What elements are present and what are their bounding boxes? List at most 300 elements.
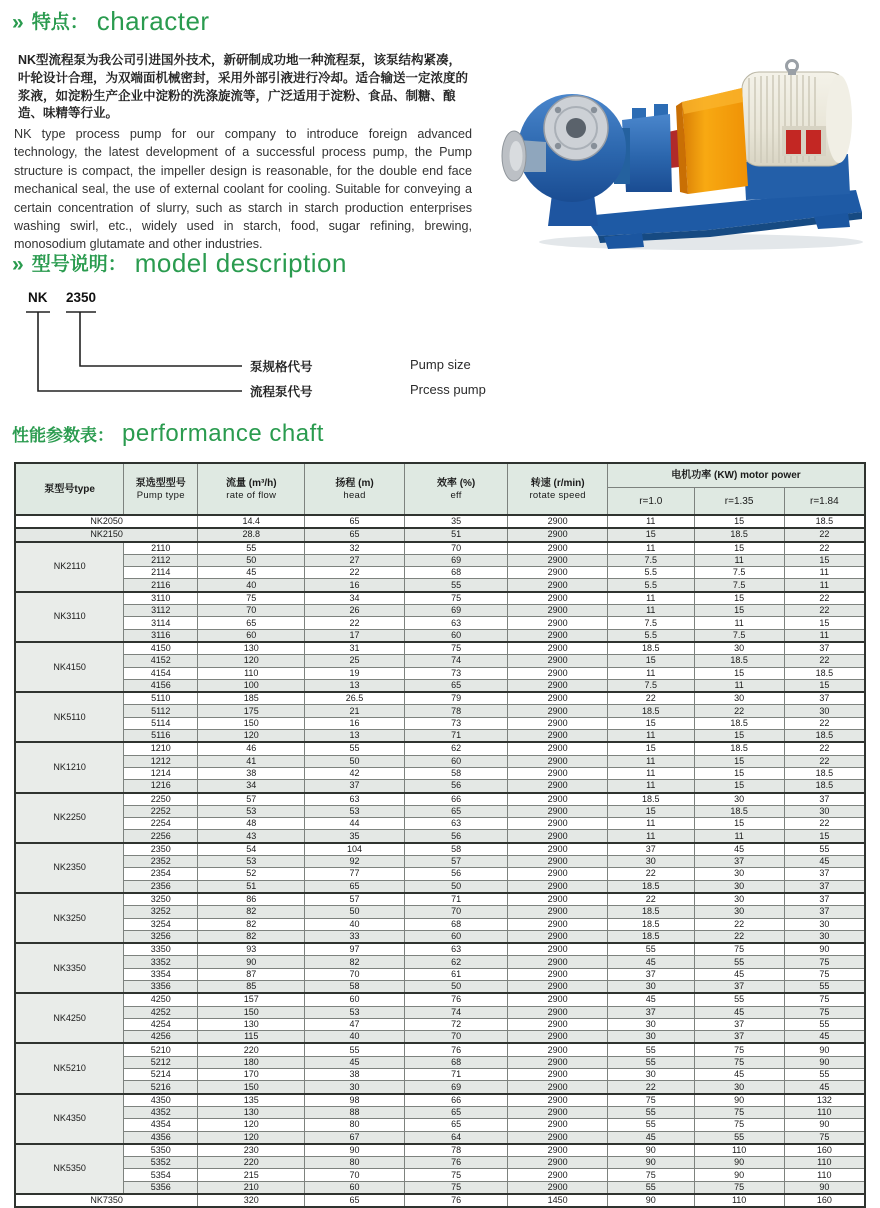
- character-title-zh: 特点：: [31, 12, 89, 34]
- callout-process-pump-en: Prcess pump: [410, 382, 486, 397]
- value-cell: 30: [694, 893, 784, 906]
- table-row: [15, 805, 865, 817]
- value-cell: 76: [404, 1043, 508, 1056]
- table-row: [15, 906, 865, 918]
- value-cell: 15: [694, 515, 784, 528]
- model-code-cell: 2350: [124, 843, 198, 856]
- pump-model-cell: NK5110: [15, 692, 124, 742]
- value-cell: 2900: [508, 1081, 607, 1094]
- value-cell: 27: [305, 554, 404, 566]
- model-code-cell: 3254: [124, 918, 198, 930]
- value-cell: 65: [404, 679, 508, 692]
- value-cell: 2900: [508, 679, 607, 692]
- table-row: [15, 642, 865, 655]
- character-title-en: character: [96, 6, 210, 36]
- table-row: [15, 605, 865, 617]
- value-cell: 31: [305, 642, 404, 655]
- value-cell: 130: [198, 642, 305, 655]
- table-row: [15, 880, 865, 893]
- value-cell: 18.5: [694, 655, 784, 667]
- model-code-cell: 5114: [124, 717, 198, 729]
- value-cell: 15: [607, 742, 694, 755]
- value-cell: 40: [305, 918, 404, 930]
- model-title-en: model description: [134, 248, 347, 278]
- value-cell: 11: [607, 780, 694, 793]
- value-cell: 11: [607, 755, 694, 767]
- value-cell: 51: [198, 880, 305, 893]
- value-cell: 135: [198, 1094, 305, 1107]
- value-cell: 2900: [508, 1031, 607, 1044]
- value-cell: 82: [198, 906, 305, 918]
- table-row: [15, 667, 865, 679]
- value-cell: 30: [784, 805, 865, 817]
- value-cell: 45: [607, 956, 694, 968]
- table-row: [15, 655, 865, 667]
- value-cell: 53: [198, 856, 305, 868]
- value-cell: 65: [305, 515, 404, 528]
- diagram-lines: [14, 290, 654, 418]
- value-cell: 90: [694, 1157, 784, 1169]
- chevron-icon: »: [12, 252, 24, 276]
- table-row: [15, 993, 865, 1006]
- value-cell: 66: [404, 1094, 508, 1107]
- value-cell: 90: [607, 1144, 694, 1157]
- value-cell: 18.5: [607, 880, 694, 893]
- value-cell: 30: [607, 1069, 694, 1081]
- value-cell: 65: [305, 1194, 404, 1207]
- value-cell: 30: [305, 1081, 404, 1094]
- value-cell: 2900: [508, 1069, 607, 1081]
- value-cell: 2900: [508, 880, 607, 893]
- performance-table-wrap: [14, 462, 866, 1208]
- value-cell: 52: [198, 868, 305, 880]
- table-row: [15, 1169, 865, 1181]
- value-cell: 55: [607, 1106, 694, 1118]
- column-header-pump-model: 泵型号type: [15, 463, 124, 515]
- value-cell: 76: [404, 1194, 508, 1207]
- value-cell: 57: [404, 856, 508, 868]
- value-cell: 58: [404, 843, 508, 856]
- value-cell: 60: [305, 1181, 404, 1194]
- motor-red-label: [786, 130, 801, 154]
- pump-model-cell: NK3250: [15, 893, 124, 943]
- value-cell: 160: [784, 1194, 865, 1207]
- model-code-cell: 3354: [124, 968, 198, 980]
- value-cell: 2900: [508, 1157, 607, 1169]
- value-cell: 120: [198, 1119, 305, 1131]
- value-cell: 30: [607, 980, 694, 993]
- value-cell: 75: [404, 1169, 508, 1181]
- value-cell: 38: [305, 1069, 404, 1081]
- column-header-motor-power: 电机功率 (KW) motor power: [607, 463, 865, 488]
- table-row: [15, 956, 865, 968]
- value-cell: 15: [694, 605, 784, 617]
- model-code-cell: 2110: [124, 542, 198, 555]
- model-code-cell: 3356: [124, 980, 198, 993]
- pump-model-cell: NK2110: [15, 542, 124, 592]
- value-cell: 11: [607, 515, 694, 528]
- value-cell: 11: [694, 617, 784, 629]
- value-cell: 22: [784, 717, 865, 729]
- value-cell: 55: [607, 1056, 694, 1068]
- value-cell: 55: [694, 956, 784, 968]
- value-cell: 160: [784, 1144, 865, 1157]
- value-cell: 37: [694, 856, 784, 868]
- value-cell: 70: [198, 605, 305, 617]
- value-cell: 40: [305, 1031, 404, 1044]
- value-cell: 63: [404, 943, 508, 956]
- value-cell: 25: [305, 655, 404, 667]
- model-code-cell: 4354: [124, 1119, 198, 1131]
- pump-model-cell: NK5350: [15, 1144, 124, 1194]
- pump-model-cell: NK3350: [15, 943, 124, 993]
- value-cell: 150: [198, 1006, 305, 1018]
- value-cell: 7.5: [694, 567, 784, 579]
- value-cell: 90: [784, 1181, 865, 1194]
- value-cell: 82: [305, 956, 404, 968]
- value-cell: 75: [784, 1131, 865, 1144]
- table-row: [15, 930, 865, 943]
- column-header-eff: 效率 (%) eff: [404, 463, 508, 515]
- value-cell: 37: [694, 1018, 784, 1030]
- model-code-cell: 5116: [124, 730, 198, 743]
- value-cell: 55: [607, 1043, 694, 1056]
- value-cell: 2900: [508, 918, 607, 930]
- column-header-power-ratio-2: r=1.84: [784, 488, 865, 515]
- table-row: [15, 629, 865, 642]
- value-cell: 55: [694, 993, 784, 1006]
- value-cell: 90: [607, 1157, 694, 1169]
- value-cell: 110: [198, 667, 305, 679]
- value-cell: 60: [404, 930, 508, 943]
- model-title-zh: 型号说明：: [31, 254, 127, 276]
- table-row: [15, 542, 865, 555]
- value-cell: 22: [305, 617, 404, 629]
- value-cell: 7.5: [607, 554, 694, 566]
- value-cell: 75: [784, 993, 865, 1006]
- performance-table: [14, 462, 866, 1208]
- value-cell: 55: [607, 1119, 694, 1131]
- value-cell: 2900: [508, 717, 607, 729]
- value-cell: 60: [198, 629, 305, 642]
- table-row: [15, 617, 865, 629]
- value-cell: 22: [784, 755, 865, 767]
- value-cell: 55: [305, 1043, 404, 1056]
- value-cell: 18.5: [694, 742, 784, 755]
- value-cell: 5.5: [607, 629, 694, 642]
- model-code-cell: 5210: [124, 1043, 198, 1056]
- callout-process-pump-zh: 流程泵代号: [250, 385, 313, 399]
- value-cell: 45: [784, 856, 865, 868]
- value-cell: 69: [404, 1081, 508, 1094]
- value-cell: 15: [607, 528, 694, 541]
- model-code-cell: 1210: [124, 742, 198, 755]
- table-row: [15, 592, 865, 605]
- column-header-head: 扬程 (m) head: [305, 463, 404, 515]
- table-row: [15, 528, 865, 541]
- table-body: [15, 515, 865, 1207]
- model-code-cell: 2356: [124, 880, 198, 893]
- value-cell: 2900: [508, 1181, 607, 1194]
- pump-model-cell: NK4350: [15, 1094, 124, 1144]
- value-cell: 2900: [508, 1006, 607, 1018]
- value-cell: 2900: [508, 843, 607, 856]
- value-cell: 18.5: [607, 705, 694, 717]
- value-cell: 50: [404, 980, 508, 993]
- value-cell: 2900: [508, 667, 607, 679]
- value-cell: 37: [784, 868, 865, 880]
- table-row: [15, 1056, 865, 1068]
- value-cell: 180: [198, 1056, 305, 1068]
- pump-photo: [496, 44, 870, 256]
- value-cell: 2900: [508, 642, 607, 655]
- value-cell: 2900: [508, 1144, 607, 1157]
- value-cell: 70: [305, 1169, 404, 1181]
- performance-title-en: performance chaft: [122, 420, 324, 447]
- table-row: [15, 1119, 865, 1131]
- table-row: [15, 1018, 865, 1030]
- value-cell: 53: [305, 805, 404, 817]
- value-cell: 22: [784, 592, 865, 605]
- table-row: [15, 554, 865, 566]
- pump-model-cell: NK4150: [15, 642, 124, 692]
- model-code-cell: 4254: [124, 1018, 198, 1030]
- table-row: [15, 843, 865, 856]
- model-code-size: 2350: [66, 290, 97, 305]
- value-cell: 11: [784, 629, 865, 642]
- value-cell: 47: [305, 1018, 404, 1030]
- value-cell: 2900: [508, 1043, 607, 1056]
- value-cell: 75: [694, 1043, 784, 1056]
- table-row: [15, 579, 865, 592]
- table-row: [15, 1106, 865, 1118]
- value-cell: 92: [305, 856, 404, 868]
- value-cell: 130: [198, 1018, 305, 1030]
- value-cell: 60: [404, 629, 508, 642]
- value-cell: 1450: [508, 1194, 607, 1207]
- value-cell: 18.5: [784, 730, 865, 743]
- value-cell: 69: [404, 554, 508, 566]
- value-cell: 62: [404, 742, 508, 755]
- value-cell: 78: [404, 1144, 508, 1157]
- value-cell: 90: [607, 1194, 694, 1207]
- value-cell: 75: [198, 592, 305, 605]
- character-paragraph-zh: NK型流程泵为我公司引进国外技术，新研制成功地一种流程泵，该泵结构紧凑，叶轮设计合理，为双端面机械密封，采用外部引液进行冷却。适合输送一定浓度的浆液，如淀粉生产企业中淀粉的洗涤旋流等，广泛适用于淀粉、食品、制糖、酿造、味精等行业。: [18, 53, 469, 121]
- value-cell: 75: [784, 968, 865, 980]
- value-cell: 30: [694, 906, 784, 918]
- model-code-cell: 5356: [124, 1181, 198, 1194]
- model-code-cell: 4256: [124, 1031, 198, 1044]
- table-row: [15, 868, 865, 880]
- value-cell: 13: [305, 730, 404, 743]
- value-cell: 2900: [508, 515, 607, 528]
- value-cell: 37: [694, 980, 784, 993]
- model-code-cell: 5354: [124, 1169, 198, 1181]
- model-code-cell: 3110: [124, 592, 198, 605]
- table-row: [15, 1069, 865, 1081]
- value-cell: 157: [198, 993, 305, 1006]
- model-code-cell: 3250: [124, 893, 198, 906]
- value-cell: 37: [784, 906, 865, 918]
- table-row: [15, 679, 865, 692]
- table-row: [15, 1094, 865, 1107]
- value-cell: 26.5: [305, 692, 404, 705]
- value-cell: 34: [305, 592, 404, 605]
- value-cell: 37: [784, 692, 865, 705]
- column-header-power-ratio-0: r=1.0: [607, 488, 694, 515]
- value-cell: 19: [305, 667, 404, 679]
- table-row: [15, 717, 865, 729]
- value-cell: 22: [305, 567, 404, 579]
- value-cell: 97: [305, 943, 404, 956]
- value-cell: 2900: [508, 542, 607, 555]
- value-cell: 55: [305, 742, 404, 755]
- performance-section-heading: [12, 422, 324, 446]
- model-code-cell: 2250: [124, 793, 198, 806]
- value-cell: 7.5: [694, 579, 784, 592]
- value-cell: 46: [198, 742, 305, 755]
- value-cell: 66: [404, 793, 508, 806]
- value-cell: 37: [607, 1006, 694, 1018]
- value-cell: 7.5: [607, 617, 694, 629]
- value-cell: 15: [694, 592, 784, 605]
- table-row: [15, 830, 865, 843]
- value-cell: 22: [694, 705, 784, 717]
- value-cell: 11: [607, 830, 694, 843]
- value-cell: 48: [198, 818, 305, 830]
- pump-model-cell: NK7350: [15, 1194, 198, 1207]
- value-cell: 17: [305, 629, 404, 642]
- value-cell: 16: [305, 579, 404, 592]
- value-cell: 55: [607, 1181, 694, 1194]
- value-cell: 120: [198, 730, 305, 743]
- value-cell: 7.5: [607, 679, 694, 692]
- value-cell: 2900: [508, 1131, 607, 1144]
- value-cell: 80: [305, 1119, 404, 1131]
- value-cell: 11: [694, 830, 784, 843]
- table-row: [15, 793, 865, 806]
- value-cell: 22: [784, 542, 865, 555]
- value-cell: 120: [198, 1131, 305, 1144]
- value-cell: 18.5: [784, 667, 865, 679]
- table-row: [15, 515, 865, 528]
- value-cell: 90: [784, 1056, 865, 1068]
- value-cell: 45: [607, 993, 694, 1006]
- value-cell: 55: [607, 943, 694, 956]
- value-cell: 18.5: [784, 780, 865, 793]
- value-cell: 14.4: [198, 515, 305, 528]
- performance-title-zh: 性能参数表：: [12, 426, 114, 446]
- value-cell: 37: [305, 780, 404, 793]
- value-cell: 76: [404, 1157, 508, 1169]
- model-code-cell: 4152: [124, 655, 198, 667]
- value-cell: 22: [607, 1081, 694, 1094]
- value-cell: 71: [404, 1069, 508, 1081]
- value-cell: 2900: [508, 579, 607, 592]
- value-cell: 73: [404, 717, 508, 729]
- value-cell: 185: [198, 692, 305, 705]
- value-cell: 18.5: [694, 528, 784, 541]
- value-cell: 2900: [508, 528, 607, 541]
- value-cell: 11: [784, 567, 865, 579]
- value-cell: 82: [198, 930, 305, 943]
- value-cell: 45: [784, 1031, 865, 1044]
- value-cell: 45: [694, 968, 784, 980]
- value-cell: 75: [694, 943, 784, 956]
- value-cell: 104: [305, 843, 404, 856]
- value-cell: 56: [404, 780, 508, 793]
- value-cell: 110: [784, 1157, 865, 1169]
- value-cell: 22: [694, 930, 784, 943]
- model-code-diagram: [14, 290, 654, 418]
- model-code-cell: 5216: [124, 1081, 198, 1094]
- value-cell: 18.5: [607, 793, 694, 806]
- model-code-cell: 4352: [124, 1106, 198, 1118]
- value-cell: 75: [694, 1106, 784, 1118]
- value-cell: 30: [694, 642, 784, 655]
- value-cell: 65: [198, 617, 305, 629]
- value-cell: 15: [784, 617, 865, 629]
- value-cell: 64: [404, 1131, 508, 1144]
- model-code-cell: 2114: [124, 567, 198, 579]
- model-code-cell: 2354: [124, 868, 198, 880]
- model-code-cell: 3352: [124, 956, 198, 968]
- value-cell: 33: [305, 930, 404, 943]
- column-header-power-ratio-1: r=1.35: [694, 488, 784, 515]
- value-cell: 2900: [508, 968, 607, 980]
- value-cell: 18.5: [784, 767, 865, 779]
- value-cell: 110: [694, 1194, 784, 1207]
- value-cell: 5.5: [607, 579, 694, 592]
- value-cell: 18.5: [784, 515, 865, 528]
- value-cell: 75: [404, 642, 508, 655]
- table-row: [15, 767, 865, 779]
- value-cell: 22: [607, 692, 694, 705]
- value-cell: 37: [784, 893, 865, 906]
- pump-model-cell: NK5210: [15, 1043, 124, 1093]
- model-code-cell: 5214: [124, 1069, 198, 1081]
- value-cell: 55: [694, 1131, 784, 1144]
- value-cell: 5.5: [607, 567, 694, 579]
- value-cell: 2900: [508, 993, 607, 1006]
- value-cell: 75: [784, 1006, 865, 1018]
- value-cell: 2900: [508, 980, 607, 993]
- value-cell: 11: [607, 667, 694, 679]
- model-code-cell: 4350: [124, 1094, 198, 1107]
- value-cell: 98: [305, 1094, 404, 1107]
- model-code-cell: 5352: [124, 1157, 198, 1169]
- pump-model-cell: NK1210: [15, 742, 124, 792]
- model-section-heading: [12, 250, 347, 276]
- value-cell: 320: [198, 1194, 305, 1207]
- value-cell: 30: [607, 1031, 694, 1044]
- value-cell: 150: [198, 1081, 305, 1094]
- table-row: [15, 730, 865, 743]
- model-code-cell: 3350: [124, 943, 198, 956]
- value-cell: 62: [404, 956, 508, 968]
- chevron-icon: »: [12, 10, 24, 34]
- value-cell: 88: [305, 1106, 404, 1118]
- value-cell: 100: [198, 679, 305, 692]
- model-code-cell: 1212: [124, 755, 198, 767]
- value-cell: 2900: [508, 930, 607, 943]
- value-cell: 75: [694, 1056, 784, 1068]
- table-row: [15, 1031, 865, 1044]
- table-row: [15, 1081, 865, 1094]
- model-code-prefix: NK: [28, 290, 48, 305]
- value-cell: 51: [404, 528, 508, 541]
- column-header-speed: 转速 (r/min) rotate speed: [508, 463, 607, 515]
